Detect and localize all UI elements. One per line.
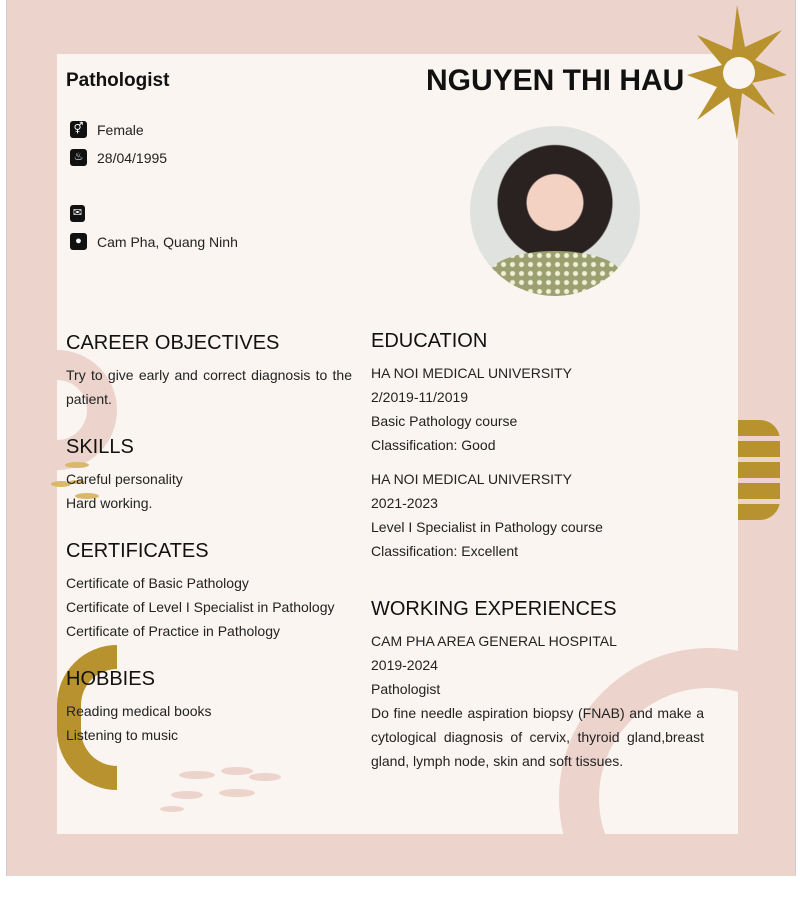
certificate-item: Certificate of Practice in Pathology [66,623,280,639]
education-title: EDUCATION [371,330,488,352]
candidate-name: NGUYEN THI HAU [426,64,685,97]
course: Level I Specialist in Pathology course [371,519,603,535]
address: Cam Pha, Quang Ninh [97,234,238,250]
classification: Classification: Excellent [371,543,519,559]
position: Pathologist [371,681,441,697]
education-entry [371,467,704,563]
certificate-item: Certificate of Level I Specialist in Pathology [66,599,335,615]
school: HA NOI MEDICAL UNIVERSITY [371,471,572,487]
hobby-item: Reading medical books [66,703,212,719]
job-title: Pathologist [66,70,170,91]
education-entry [371,361,704,457]
period: 2021-2023 [371,495,438,511]
description: Do fine needle aspiration biopsy (FNAB) and make a cytological diagnosis of cervix, thyroid gland,breast gland, lymph node, skin and soft tissues. [371,705,704,769]
gender-icon: ⚥ [70,121,87,138]
skills-title: SKILLS [66,436,134,458]
decor-gold-waves [738,420,780,520]
skill-item: Careful personality [66,471,183,487]
birthdate: 28/04/1995 [97,150,168,166]
birthday-cake-icon: ♨ [70,149,87,166]
skill-item: Hard working. [66,495,153,511]
certificates-title: CERTIFICATES [66,540,209,562]
course: Basic Pathology course [371,413,518,429]
decor-starburst [687,5,787,140]
email-icon: ✉ [70,205,85,222]
company: CAM PHA AREA GENERAL HOSPITAL [371,633,617,649]
career-title: CAREER OBJECTIVES [66,332,280,354]
gender: Female [97,122,144,138]
location-pin-icon: ● [70,233,87,250]
period: 2019-2024 [371,657,438,673]
classification: Classification: Good [371,437,496,453]
school: HA NOI MEDICAL UNIVERSITY [371,365,572,381]
period: 2/2019-11/2019 [371,389,469,405]
hobby-item: Listening to music [66,727,179,743]
profile-photo [470,126,640,296]
decor-dashes [157,765,287,815]
hobbies-title: HOBBIES [66,668,155,690]
certificate-item: Certificate of Basic Pathology [66,575,249,591]
career-text: Try to give early and correct diagnosis to the patient. [66,367,352,407]
experience-title: WORKING EXPERIENCES [371,598,617,620]
